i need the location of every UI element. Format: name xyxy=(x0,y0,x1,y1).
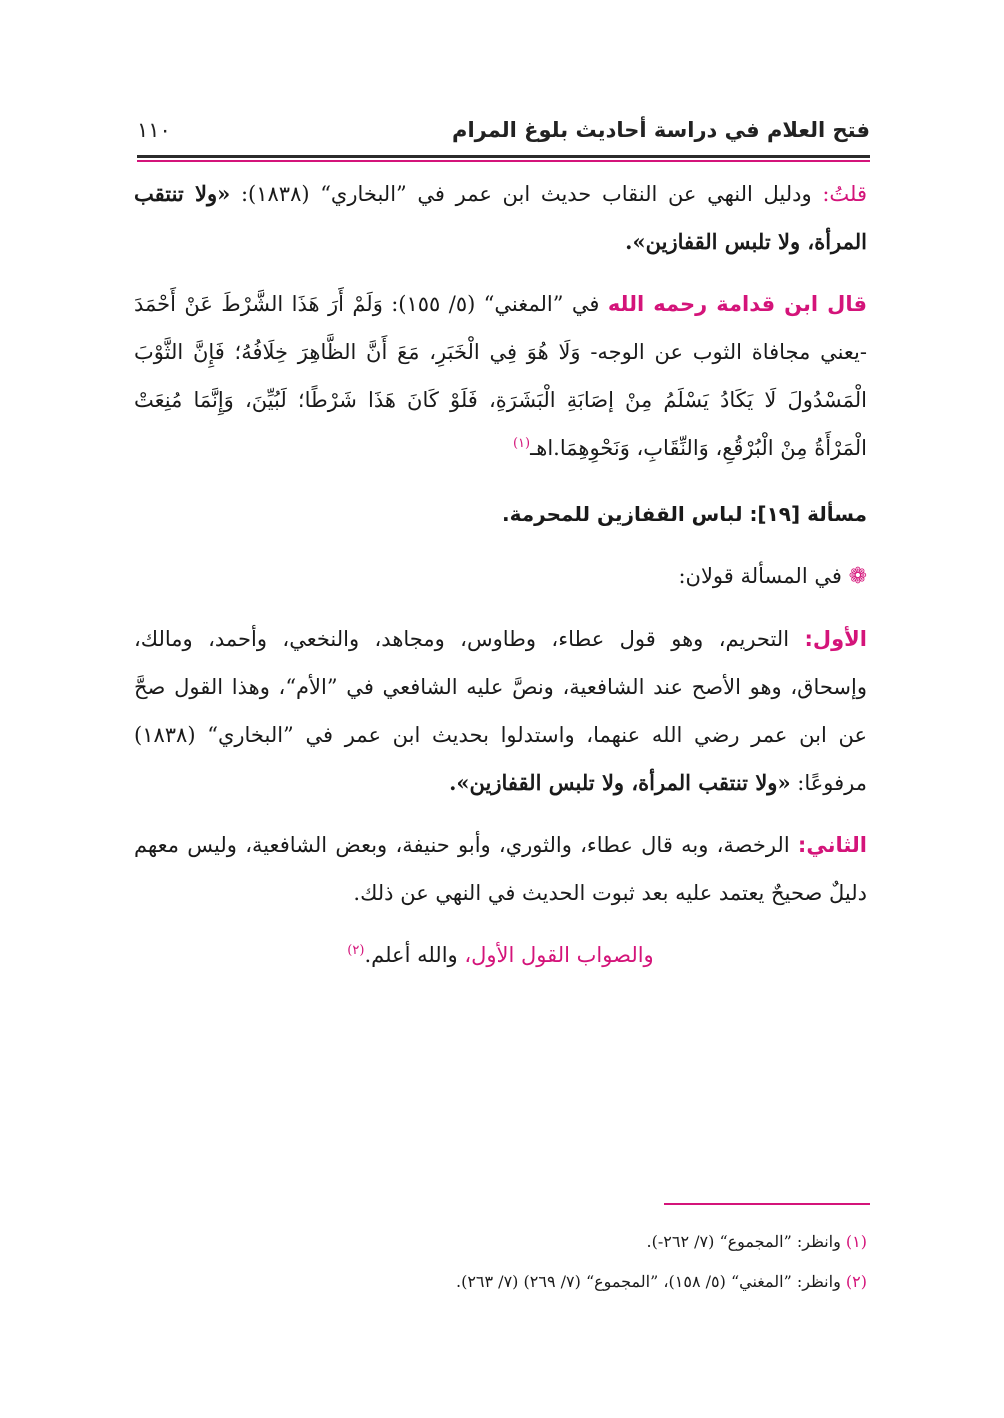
paragraph-intro xyxy=(134,552,867,601)
hadith-quote: «ولا تنتقب المرأة، ولا تلبس القفازين». xyxy=(134,181,867,254)
paragraph-qult xyxy=(134,170,867,266)
book-title: فتح العلام في دراسة أحاديث بلوغ المرام xyxy=(452,118,870,142)
ibn-qudama-text: في ”المغني“ (٥/ ١٥٥): وَلَمْ أَرَ هَذَا الشَّرْطَ عَنْ أَحْمَدَ -يعني مجافاة الثوب عن الوجه- وَلَا هُوَ فِي الْخَبَرِ، مَعَ أَنَّ الظَّاهِرَ خِلَافُهُ؛ فَإِنَّ الثَّوْبَ الْمَسْدُولَ لَا يَكَادُ يَسْلَمُ مِنْ إصَابَةِ الْبَشَرَةِ، فَلَوْ كَانَ هَذَا شَرْطًا؛ لَبُيِّنَ، وَإِنَّمَا مُنِعَتْ الْمَرْأَةُ مِنْ الْبُرْقُعِ، وَالنِّقَابِ، وَنَحْوِهِمَا.اهـ xyxy=(134,292,867,460)
qult-lead: قلتُ: xyxy=(822,182,867,206)
qult-text: ودليل النهي عن النقاب حديث ابن عمر في ”البخاري“ (١٨٣٨): xyxy=(240,182,812,206)
question-number: مسألة [١٩]: xyxy=(749,502,867,526)
footnotes xyxy=(134,1222,867,1302)
paragraph-ibn-qudama xyxy=(134,280,867,472)
footnote-item xyxy=(134,1262,867,1302)
question-title: لباس القفازين للمحرمة. xyxy=(502,502,743,526)
question-heading xyxy=(134,490,867,538)
ibn-qudama-lead: قال ابن قدامة رحمه الله xyxy=(607,292,867,316)
conclusion-lead: والصواب القول الأول، xyxy=(464,943,654,967)
second-opinion-text: الرخصة، وبه قال عطاء، والثوري، وأبو حنيفة، وبعض الشافعية، وليس معهم دليلٌ صحيحٌ يعتمد عليه بعد ثبوت الحديث في النهي عن ذلك. xyxy=(134,833,867,905)
paragraph-first-opinion xyxy=(134,615,867,807)
first-opinion-text: التحريم، وهو قول عطاء، وطاوس، ومجاهد، والنخعي، وأحمد، ومالك، وإسحاق، وهو الأصح عند الشافعية، ونصَّ عليه الشافعي في ”الأم“، وهذا القول صحَّ عن ابن عمر رضي الله عنهما، واستدلوا بحديث ابن عمر في ”البخاري“ (١٨٣٨) مرفوعًا: xyxy=(134,627,867,795)
footnote-text: وانظر: ”المجموع“ (٧/ ٢٦٢-). xyxy=(646,1232,841,1251)
header-rule xyxy=(137,155,870,158)
footnote-rule xyxy=(664,1203,870,1205)
paragraph-second-opinion xyxy=(134,821,867,917)
footnote-number: (٢) xyxy=(845,1272,867,1291)
paragraph-conclusion xyxy=(134,931,867,979)
footnote-ref-2[interactable]: (٢) xyxy=(347,943,365,958)
first-opinion-lead: الأول: xyxy=(804,627,867,651)
header-accent-rule xyxy=(137,160,870,162)
running-header xyxy=(137,118,870,152)
footnote-number: (١) xyxy=(845,1232,867,1251)
conclusion-text: والله أعلم. xyxy=(364,943,458,967)
footnote-text: وانظر: ”المغني“ (٥/ ١٥٨)، ”المجموع“ (٧/ ٢٦٩) (٧/ ٢٦٣). xyxy=(455,1272,841,1291)
page-body xyxy=(134,170,867,979)
footnote-ref-1[interactable]: (١) xyxy=(512,436,531,451)
first-opinion-quote: «ولا تنتقب المرأة، ولا تلبس القفازين». xyxy=(449,770,791,795)
intro-text: في المسألة قولان: xyxy=(678,564,842,588)
page-number: ١١٠ xyxy=(137,118,171,142)
footnote-item xyxy=(134,1222,867,1262)
flower-ornament-icon: ❁ xyxy=(848,564,867,589)
second-opinion-lead: الثاني: xyxy=(797,833,867,857)
